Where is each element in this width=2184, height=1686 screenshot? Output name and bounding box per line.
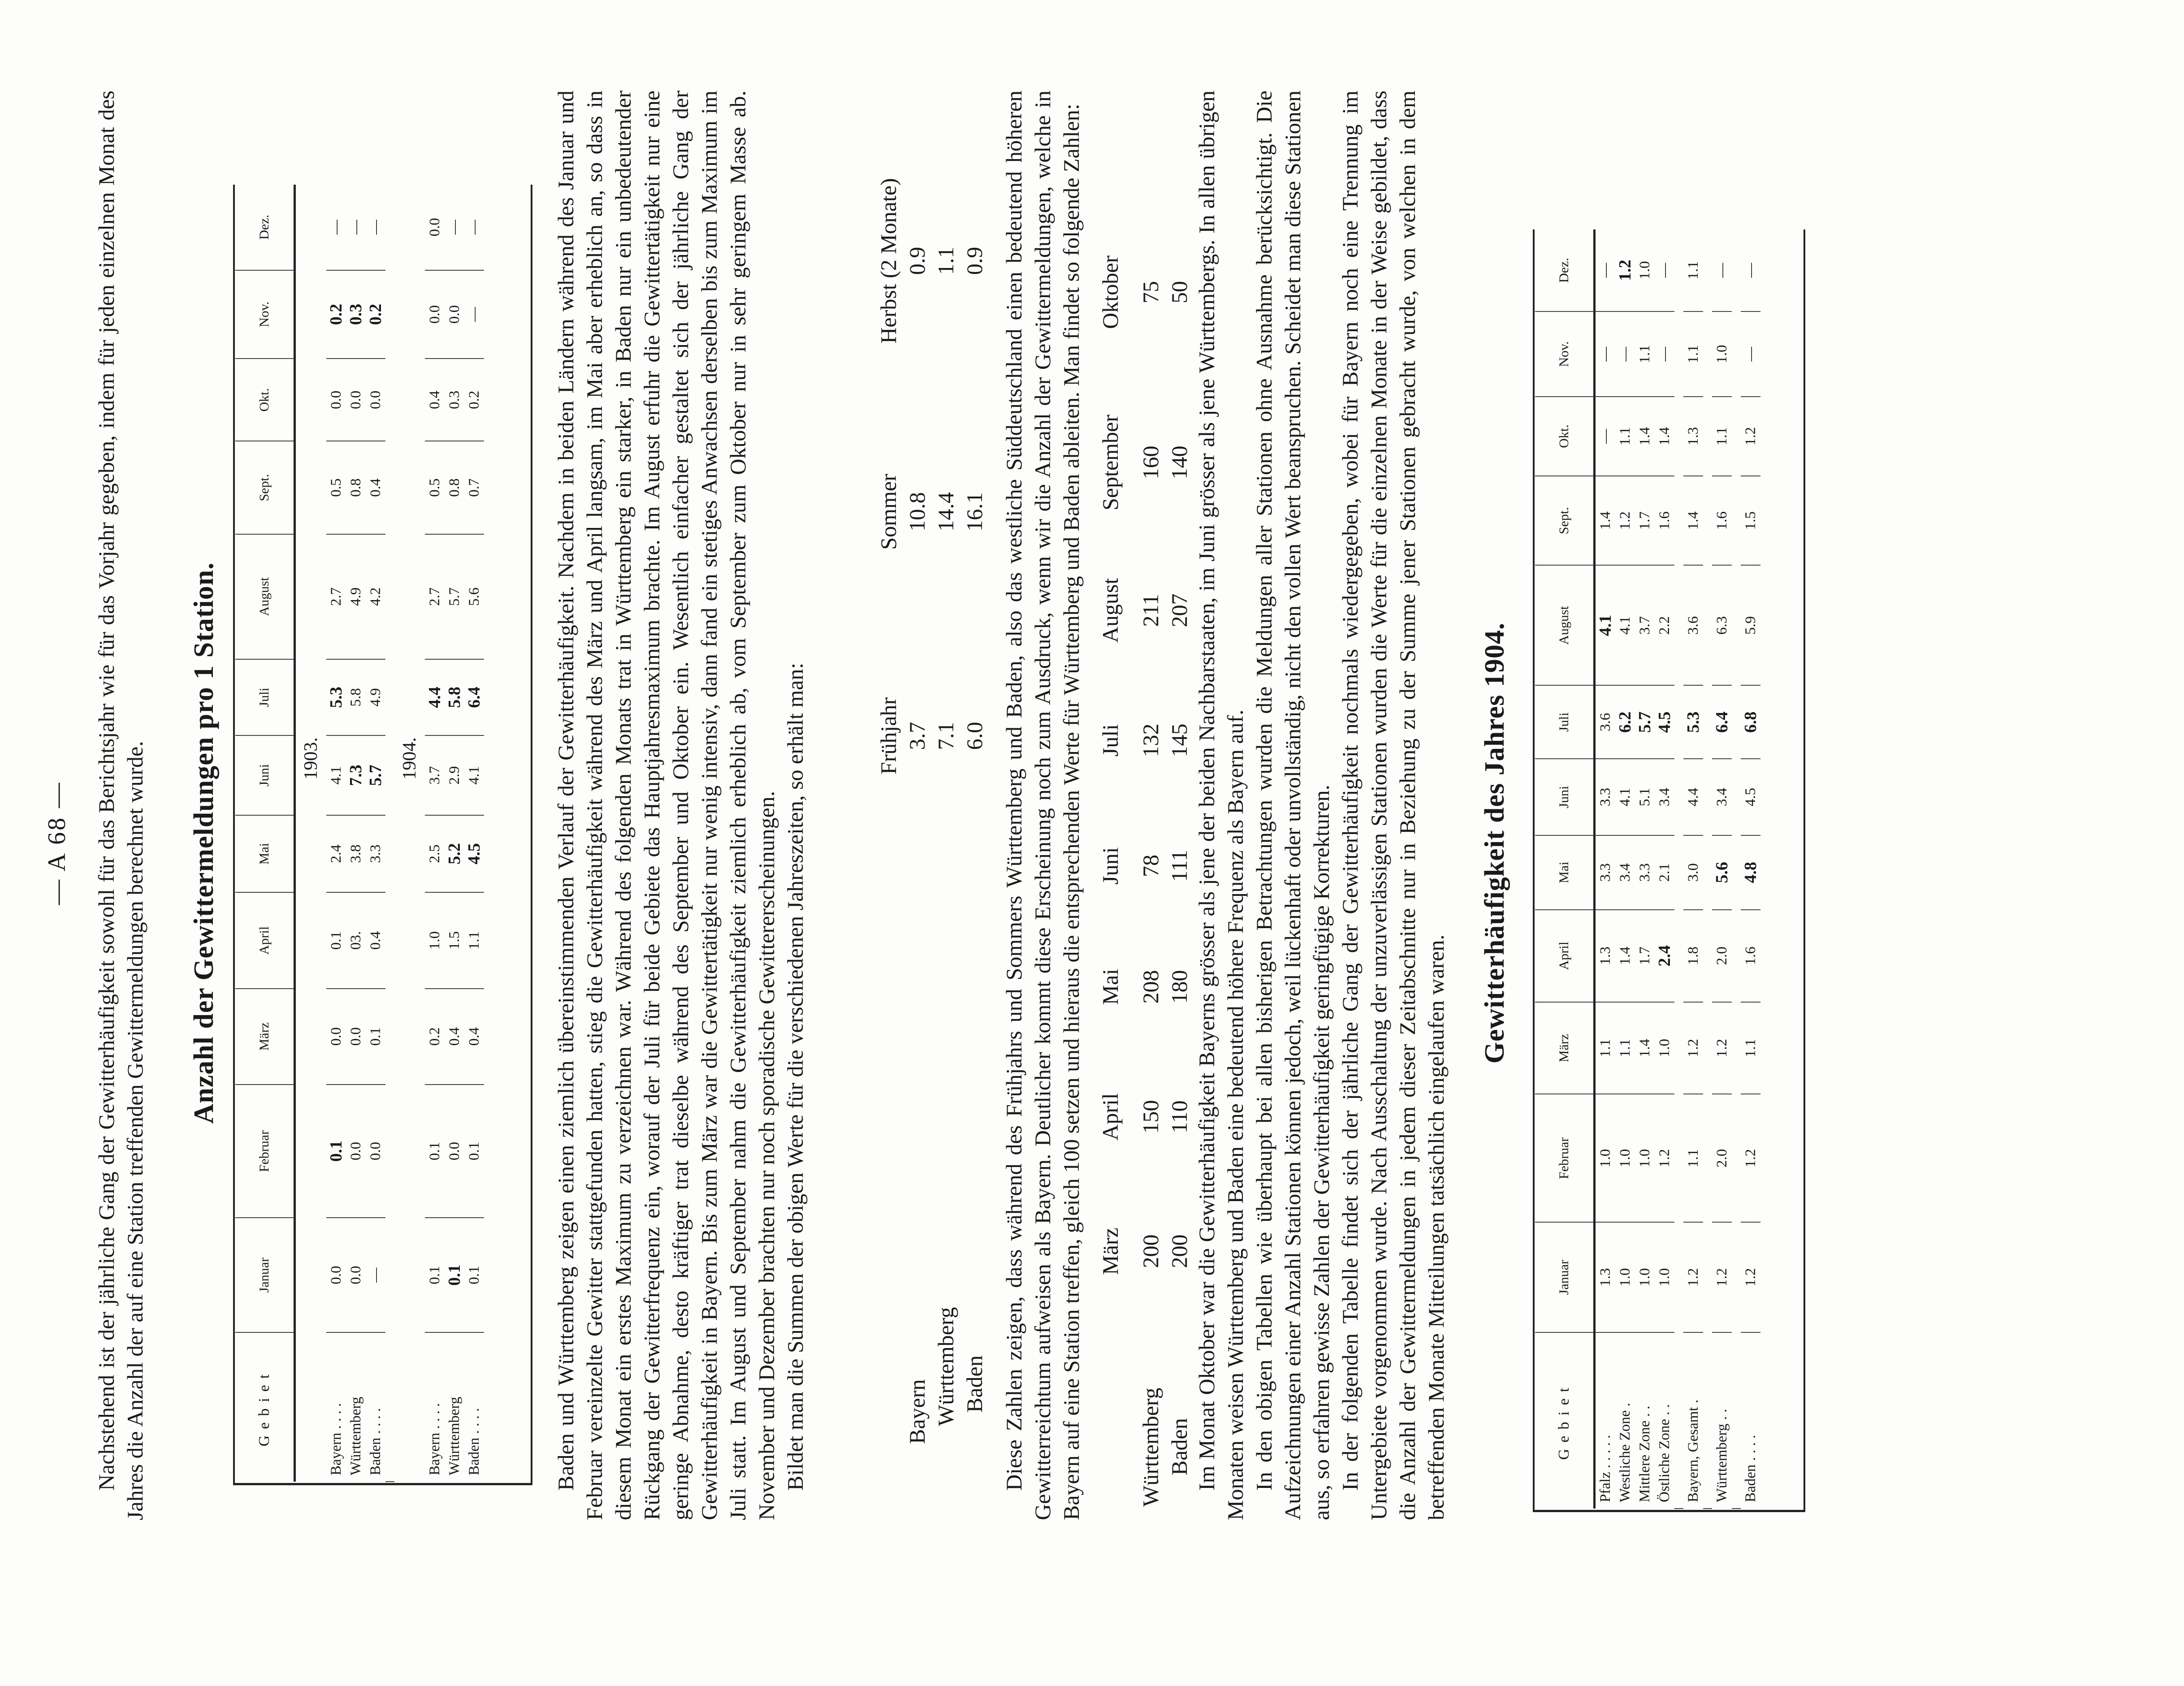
- table-cell: —: [1615, 311, 1635, 397]
- table-cell: 2.4: [326, 815, 346, 893]
- table-cell: 1.0: [425, 892, 445, 988]
- season-value: 1.1: [933, 246, 958, 275]
- table-cell: 0.0: [346, 359, 366, 441]
- table-cell: 1.1: [1635, 311, 1655, 397]
- table-cell: 0.2: [464, 359, 484, 441]
- table1-year-label: 1904.: [399, 737, 420, 780]
- table-cell: 5.8: [445, 659, 464, 735]
- season-value: 16.1: [962, 492, 987, 532]
- ratio-value: 132: [1138, 723, 1163, 757]
- table2-header-month: März: [1535, 1002, 1595, 1094]
- table-cell: 1.2: [1615, 229, 1635, 311]
- table-cell: 1.4: [1683, 476, 1703, 565]
- table1-left-rule: [233, 1483, 532, 1485]
- table-cell: 0.1: [464, 1085, 484, 1218]
- ratio-value: 145: [1167, 723, 1192, 757]
- ratio-value: 160: [1138, 445, 1163, 480]
- table-cell: 4.1: [1615, 759, 1635, 835]
- table-cell: 1.6: [1712, 476, 1732, 565]
- table-row: [1635, 229, 1655, 1509]
- season-value: 14.4: [933, 492, 958, 532]
- table1-header-month: Januar: [235, 1218, 295, 1332]
- table-cell: 0.0: [346, 989, 366, 1085]
- table-cell: 4.9: [366, 659, 385, 735]
- table-cell: 3.3: [1635, 835, 1655, 910]
- table1-header-month: August: [235, 534, 295, 659]
- table1-year-row: [295, 185, 327, 1482]
- para4-block: [1192, 91, 1450, 1520]
- para1: Baden und Württemberg zeigen einen ziemlich übereinstimmenden Verlauf der Gewitterhäufigkeit. Nachdem in beiden Ländern während des Januar und Februar vereinzelte Gewitter stattgefunden hatten, stieg die Gewitterhäufigkeit während des März und April langsam, im Mai aber erheblich an, so dass in diesem Monat ein erstes Maximum zu verzeichnen war. Während des folgenden Monats trat in Württemberg ein starker, in Baden nur ein unbedeutender Rückgang der Gewitterfrequenz ein, worauf der Juli für beide Gebiete das Hauptjahresmaximum brachte. Im August erfuhr die Gewittertätigkeit nur eine geringe Abnahme, desto kräftiger trat dieselbe während des September und Oktober ein. Wesentlich einfacher gestaltet sich der jährliche Gang der Gewitterhäufigkeit in Bayern. Bis zum März war die Gewittertätigkeit nur wenig intensiv, dann fand ein stetiges Anwachsen derselben bis zum Maximum im Juli statt. Im August und September nahm die Gewitterhäufigkeit ziemlich erheblich ab, vom September zum Oktober nur in sehr geringem Masse ab. November und Dezember brachten nur noch sporadische Gewittererscheinungen.: [553, 91, 779, 1520]
- ratio-header-month: Mai: [1098, 968, 1123, 1005]
- table-row: [1712, 229, 1732, 1509]
- table-cell: —: [366, 185, 385, 270]
- table-cell: 2.9: [445, 735, 464, 815]
- row-label: Württemberg . .: [1714, 1409, 1730, 1502]
- table-cell: 0.0: [346, 1218, 366, 1332]
- table-cell: 1.1: [464, 892, 484, 988]
- table-cell: 4.8: [1741, 835, 1760, 910]
- row-label: Württemberg: [348, 1396, 364, 1475]
- ratio-value: 207: [1167, 593, 1192, 627]
- table1-header-month: Okt.: [235, 359, 295, 441]
- table-cell: —: [1741, 229, 1760, 311]
- table1-header-month: Juli: [235, 659, 295, 735]
- ratio-value: 75: [1138, 281, 1163, 303]
- table-cell: 2.7: [326, 534, 346, 659]
- table-cell: 0.1: [464, 1218, 484, 1332]
- table-cell: 0.1: [445, 1218, 464, 1332]
- table-cell: 0.5: [425, 441, 445, 534]
- para2: Bildet man die Summen der obigen Werte für die verschiedenen Jahreszeiten, so erhält man:: [783, 662, 808, 1491]
- row-label: Bayern, Gesamt .: [1685, 1399, 1701, 1502]
- table-cell: 2.2: [1655, 565, 1674, 685]
- table-cell: 1.2: [1741, 1222, 1760, 1332]
- table-cell: 1.2: [1712, 1002, 1732, 1094]
- para4: Im Monat Oktober war die Gewitterhäufigkeit Bayerns grösser als jene der beiden Nachbarstaaten, im Juni grösser als jene Württembergs. In allen übrigen Monaten weisen Württemberg und Baden eine bedeutend höhere Frequenz als Bayern auf.: [1194, 91, 1248, 1520]
- ratio-value: 78: [1138, 855, 1163, 877]
- season-value: 7.1: [933, 722, 958, 750]
- table2-header-month: Okt.: [1535, 397, 1595, 476]
- table-cell: 1.6: [1741, 910, 1760, 1002]
- table-cell: 4.1: [1615, 565, 1635, 685]
- ratio-header-month: Juli: [1098, 724, 1123, 757]
- table2-title: Gewitterhäufigkeit des Jahres 1904.: [1479, 622, 1510, 1064]
- table-row: [1741, 229, 1760, 1509]
- table-cell: 1.1: [1712, 397, 1732, 476]
- table1-header-month: März: [235, 989, 295, 1085]
- ratio-value: 208: [1138, 970, 1163, 1004]
- row-label: Baden . . . .: [368, 1408, 384, 1475]
- table1-header-month: Nov.: [235, 270, 295, 359]
- table-cell: 4.1: [464, 735, 484, 815]
- table1-header-row: [235, 185, 295, 1482]
- table-cell: 0.8: [445, 441, 464, 534]
- row-label: Bayern . . . .: [328, 1403, 344, 1475]
- table-row: [425, 185, 445, 1482]
- table-row: [346, 185, 366, 1482]
- table-row: [1655, 229, 1674, 1509]
- table-cell: 4.5: [1741, 759, 1760, 835]
- table-cell: 5.7: [366, 735, 385, 815]
- table-cell: 4.4: [425, 659, 445, 735]
- ratio-value: 211: [1138, 594, 1163, 627]
- table-cell: 1.4: [1655, 397, 1674, 476]
- season-value: 3.7: [904, 722, 930, 750]
- table2-header-month: April: [1535, 910, 1595, 1002]
- table-cell: 0.2: [425, 989, 445, 1085]
- table2-header-row: [1535, 229, 1595, 1509]
- table1-header-month: Sept.: [235, 441, 295, 534]
- table-cell: 0.3: [445, 359, 464, 441]
- table1-header-gebiet: Gebiet: [235, 1332, 295, 1482]
- table-cell: 3.7: [1635, 565, 1655, 685]
- table-cell: 1.0: [1635, 1222, 1655, 1332]
- table-cell: 1.4: [1615, 910, 1635, 1002]
- table2-header-month: Dez.: [1535, 229, 1595, 311]
- table-cell: 0.0: [326, 989, 346, 1085]
- table-cell: 03.: [346, 892, 366, 988]
- table1: [235, 185, 484, 1482]
- table-cell: 1.0: [1635, 1094, 1655, 1222]
- table-cell: 1.1: [1683, 1094, 1703, 1222]
- table-cell: 5.2: [445, 815, 464, 893]
- table-cell: 1.1: [1683, 229, 1703, 311]
- table-cell: 4.5: [1655, 686, 1674, 759]
- ratio-value: 150: [1138, 1100, 1163, 1134]
- table-cell: 1.3: [1683, 397, 1703, 476]
- table-cell: 0.0: [346, 1085, 366, 1218]
- table-cell: 0.0: [445, 1085, 464, 1218]
- row-label: Pfalz . . . . .: [1597, 1435, 1613, 1502]
- table-cell: —: [1595, 311, 1616, 397]
- table-cell: 0.0: [425, 270, 445, 359]
- table-cell: 2.7: [425, 534, 445, 659]
- table-cell: 5.3: [1683, 686, 1703, 759]
- intro-paragraph: [92, 91, 149, 1520]
- table-cell: 1.1: [1615, 397, 1635, 476]
- table-row: [1615, 229, 1635, 1509]
- table-cell: 5.8: [346, 659, 366, 735]
- table-cell: 1.2: [1741, 397, 1760, 476]
- seasons-table: [874, 0, 990, 1686]
- table-cell: 1.2: [1655, 1094, 1674, 1222]
- table-cell: —: [464, 185, 484, 270]
- table-cell: 1.2: [1712, 1222, 1732, 1332]
- table-cell: 1.5: [1741, 476, 1760, 565]
- table-cell: 0.2: [326, 270, 346, 359]
- table-cell: 1.0: [1655, 1002, 1674, 1094]
- table-cell: 6.3: [1712, 565, 1732, 685]
- ratio-header-month: März: [1098, 1228, 1123, 1275]
- table-cell: 3.4: [1655, 759, 1674, 835]
- table-cell: 0.0: [326, 359, 346, 441]
- table-cell: 1.0: [1712, 311, 1732, 397]
- table2-header-month: Januar: [1535, 1222, 1595, 1332]
- table1-header-month: Mai: [235, 815, 295, 893]
- table-cell: 1.0: [1615, 1094, 1635, 1222]
- table-cell: 3.7: [425, 735, 445, 815]
- table-cell: 3.3: [366, 815, 385, 893]
- table2-header-month: Juni: [1535, 759, 1595, 835]
- table-cell: 1.7: [1635, 476, 1655, 565]
- table-cell: —: [326, 185, 346, 270]
- table2-header-month: Mai: [1535, 835, 1595, 910]
- table-cell: 0.4: [464, 989, 484, 1085]
- table-cell: 5.7: [1635, 686, 1655, 759]
- table2-header-month: Juli: [1535, 686, 1595, 759]
- table-cell: 5.9: [1741, 565, 1760, 685]
- table2-header-month: August: [1535, 565, 1595, 685]
- table-cell: 0.4: [366, 892, 385, 988]
- table-cell: 5.6: [1712, 835, 1732, 910]
- row-label: Württemberg: [446, 1396, 463, 1475]
- table-cell: 1.1: [1741, 1002, 1760, 1094]
- table2-header-month: Sept.: [1535, 476, 1595, 565]
- para3: Diese Zahlen zeigen, dass während des Frühjahrs und Sommers Württemberg und Baden, also das westliche Süddeutschland einen bedeutend höheren Gewitterreichtum aufweisen als Bayern. Deutlicher kommt diese Erscheinung noch zum Ausdruck, wenn wir die Anzahl der Gewittermeldungen, welche in Bayern auf eine Station treffen, gleich 100 setzen und hieraus die entsprechenden Werte für Württemberg und Baden ableiten. Man findet so folgende Zahlen:: [1001, 91, 1084, 1520]
- table-cell: 0.1: [326, 1085, 346, 1218]
- ratio-header-month: Juni: [1098, 847, 1123, 885]
- table-row: [1683, 229, 1703, 1509]
- table2-header-month: Nov.: [1535, 311, 1595, 397]
- table-cell: 1.0: [1635, 229, 1655, 311]
- table-cell: 1.4: [1595, 476, 1616, 565]
- table-cell: 4.1: [1595, 565, 1616, 685]
- ratio-header-month: April: [1098, 1093, 1123, 1141]
- table-row: [445, 185, 464, 1482]
- season-row-label: Baden: [962, 1355, 987, 1413]
- season-value: 10.8: [904, 492, 930, 532]
- table2-header-gebiet: Gebiet: [1535, 1332, 1595, 1509]
- table-cell: 0.7: [464, 441, 484, 534]
- table2-left-rule: [1533, 1510, 1805, 1512]
- table-cell: 1.8: [1683, 910, 1703, 1002]
- table-cell: 1.7: [1635, 910, 1655, 1002]
- ratio-value: 111: [1167, 850, 1192, 882]
- table-cell: —: [1712, 229, 1732, 311]
- ratio-table: [1096, 0, 1192, 1686]
- table-cell: 1.0: [1615, 1222, 1635, 1332]
- seasons-header-summer: Sommer: [876, 474, 901, 550]
- table-cell: 0.0: [366, 359, 385, 441]
- ratio-value: 110: [1167, 1100, 1192, 1133]
- table2: [1535, 229, 1760, 1509]
- table-cell: 6.4: [1712, 686, 1732, 759]
- table-cell: 1.2: [1741, 1094, 1760, 1222]
- season-value: 0.9: [962, 246, 987, 275]
- table-cell: 0.8: [346, 441, 366, 534]
- table-cell: 0.5: [326, 441, 346, 534]
- ratio-row-label: Baden: [1167, 1418, 1192, 1475]
- table-cell: 3.8: [346, 815, 366, 893]
- table-cell: 2.0: [1712, 910, 1732, 1002]
- table-cell: 6.4: [464, 659, 484, 735]
- table-cell: 0.0: [445, 270, 464, 359]
- table-cell: —: [1741, 311, 1760, 397]
- table-cell: 6.2: [1615, 686, 1635, 759]
- ratio-value: 180: [1167, 970, 1192, 1004]
- table-cell: 3.0: [1683, 835, 1703, 910]
- table-cell: —: [464, 270, 484, 359]
- para6: In der folgenden Tabelle findet sich der jährliche Gang der Gewitterhäufigkeit nochmals wiedergegeben, wobei für Bayern noch eine Trennung im Untergebiete vorgenommen wurde. Nach Ausschaltung der unzuverlässigen Stationen wurden die Werte für die einzelnen Monate in der Weise gebildet, dass die Anzahl der Gewittermeldungen in jedem dieser Zeitabschnitte nur in Beziehung zu der Summe jener Stationen gebracht wurde, von welchen in dem betreffenden Monate Mitteilungen tatsächlich eingelaufen waren.: [1337, 91, 1449, 1520]
- table-cell: 5.1: [1635, 759, 1655, 835]
- table-cell: 4.5: [464, 815, 484, 893]
- row-label: Baden . . . .: [466, 1408, 482, 1475]
- table-cell: 0.1: [425, 1218, 445, 1332]
- table-cell: 3.3: [1595, 759, 1616, 835]
- table-cell: —: [1655, 229, 1674, 311]
- table-cell: 0.4: [366, 441, 385, 534]
- table-cell: 4.9: [346, 534, 366, 659]
- table-cell: 1.4: [1635, 397, 1655, 476]
- table-cell: 3.4: [1712, 759, 1732, 835]
- table-cell: 2.0: [1712, 1094, 1732, 1222]
- table-cell: 7.3: [346, 735, 366, 815]
- para3-block: [999, 91, 1086, 1520]
- table-cell: 3.6: [1595, 686, 1616, 759]
- para1-block: [551, 91, 809, 1520]
- row-label: Mittlere Zone . .: [1637, 1405, 1653, 1502]
- table-cell: 4.1: [326, 735, 346, 815]
- ratio-value: 200: [1167, 1234, 1192, 1268]
- table-cell: 1.3: [1595, 910, 1616, 1002]
- season-value: 6.0: [962, 722, 987, 750]
- table-cell: 0.0: [366, 1085, 385, 1218]
- table1-header-month: Juni: [235, 735, 295, 815]
- ratio-header-month: September: [1098, 415, 1123, 510]
- table1-header-month: Februar: [235, 1085, 295, 1218]
- row-label: Östliche Zone . .: [1656, 1404, 1673, 1502]
- table-cell: 1.2: [1683, 1002, 1703, 1094]
- table-cell: 1.1: [1615, 1002, 1635, 1094]
- ratio-header-month: August: [1098, 578, 1123, 643]
- ratio-value: 140: [1167, 445, 1192, 480]
- season-value: 0.9: [904, 246, 930, 275]
- table-cell: —: [346, 185, 366, 270]
- row-label: Bayern . . . .: [427, 1403, 443, 1475]
- table-cell: 1.5: [445, 892, 464, 988]
- table-cell: 4.4: [1683, 759, 1703, 835]
- ratio-row-label: Württemberg: [1138, 1388, 1163, 1507]
- ratio-value: 50: [1167, 281, 1192, 303]
- table1-header-month: April: [235, 892, 295, 988]
- row-label: Westliche Zone .: [1617, 1403, 1633, 1502]
- table-cell: 0.1: [326, 892, 346, 988]
- table-row: [1595, 229, 1616, 1509]
- table-cell: 0.0: [425, 185, 445, 270]
- row-label: Baden . . . .: [1743, 1435, 1759, 1502]
- table-row: [366, 185, 385, 1482]
- table-cell: 1.3: [1595, 1222, 1616, 1332]
- para5: In den obigen Tabellen wie überhaupt bei allen bisherigen Betrachtungen wurden die Meldungen aller Stationen ohne Ausnahme berücksichtigt. Die Aufzeichnungen einer Anzahl Stationen können jedoch, weil lückenhaft oder unvollständig, nicht den vollen Wert beanspruchen. Scheidet man diese Stationen aus, so erfahren gewisse Zahlen der Gewitterhäufigkeit geringfügige Korrekturen.: [1251, 91, 1334, 1520]
- seasons-header-autumn: Herbst (2 Monate): [876, 178, 901, 344]
- table-row: [464, 185, 484, 1482]
- page-header: — A 68 —: [43, 781, 71, 905]
- table-cell: 1.0: [1595, 1094, 1616, 1222]
- table1-header-month: Dez.: [235, 185, 295, 270]
- table-cell: 3.3: [1595, 835, 1616, 910]
- table-cell: 0.0: [326, 1218, 346, 1332]
- table-cell: 1.2: [1683, 1222, 1703, 1332]
- table-cell: 2.1: [1655, 835, 1674, 910]
- table-cell: 0.1: [425, 1085, 445, 1218]
- table1-year-row: [394, 185, 425, 1482]
- ratio-value: 200: [1138, 1234, 1163, 1268]
- table-cell: 1.4: [1635, 1002, 1655, 1094]
- table-cell: 1.6: [1655, 476, 1674, 565]
- table-cell: 0.3: [346, 270, 366, 359]
- table-cell: 5.7: [445, 534, 464, 659]
- table-cell: 0.4: [445, 989, 464, 1085]
- table-cell: 0.1: [366, 989, 385, 1085]
- table-cell: 1.0: [1655, 1222, 1674, 1332]
- table-cell: 5.3: [326, 659, 346, 735]
- table-cell: —: [366, 1218, 385, 1332]
- table-cell: —: [1655, 311, 1674, 397]
- table-cell: 1.1: [1595, 1002, 1616, 1094]
- table-row: [326, 185, 346, 1482]
- table-cell: 5.6: [464, 534, 484, 659]
- seasons-header-spring: Frühjahr: [876, 697, 901, 775]
- season-row-label: Württemberg: [933, 1307, 958, 1426]
- table-cell: 2.5: [425, 815, 445, 893]
- table-cell: 1.2: [1615, 476, 1635, 565]
- table1-year-label: 1903.: [301, 737, 321, 780]
- table-cell: 3.6: [1683, 565, 1703, 685]
- table-cell: 1.1: [1683, 311, 1703, 397]
- table-cell: —: [1595, 397, 1616, 476]
- table-cell: 6.8: [1741, 686, 1760, 759]
- table-cell: —: [1595, 229, 1616, 311]
- table1-title: Anzahl der Gewittermeldungen pro 1 Station.: [189, 562, 219, 1124]
- table2-header-month: Februar: [1535, 1094, 1595, 1222]
- table-cell: 0.4: [425, 359, 445, 441]
- ratio-header-month: Oktober: [1098, 255, 1123, 329]
- table-cell: 4.2: [366, 534, 385, 659]
- table-cell: 2.4: [1655, 910, 1674, 1002]
- intro-text: Nachstehend ist der jährliche Gang der Gewitterhäufigkeit sowohl für das Berichtsjahr wie für das Vorjahr gegeben, indem für jeden einzelnen Monat des Jahres die Anzahl der auf eine Station treffenden Gewittermeldungen berechnet wurde.: [94, 91, 147, 1520]
- table-cell: —: [445, 185, 464, 270]
- season-row-label: Bayern: [904, 1379, 930, 1444]
- table-cell: 3.4: [1615, 835, 1635, 910]
- table-cell: 0.2: [366, 270, 385, 359]
